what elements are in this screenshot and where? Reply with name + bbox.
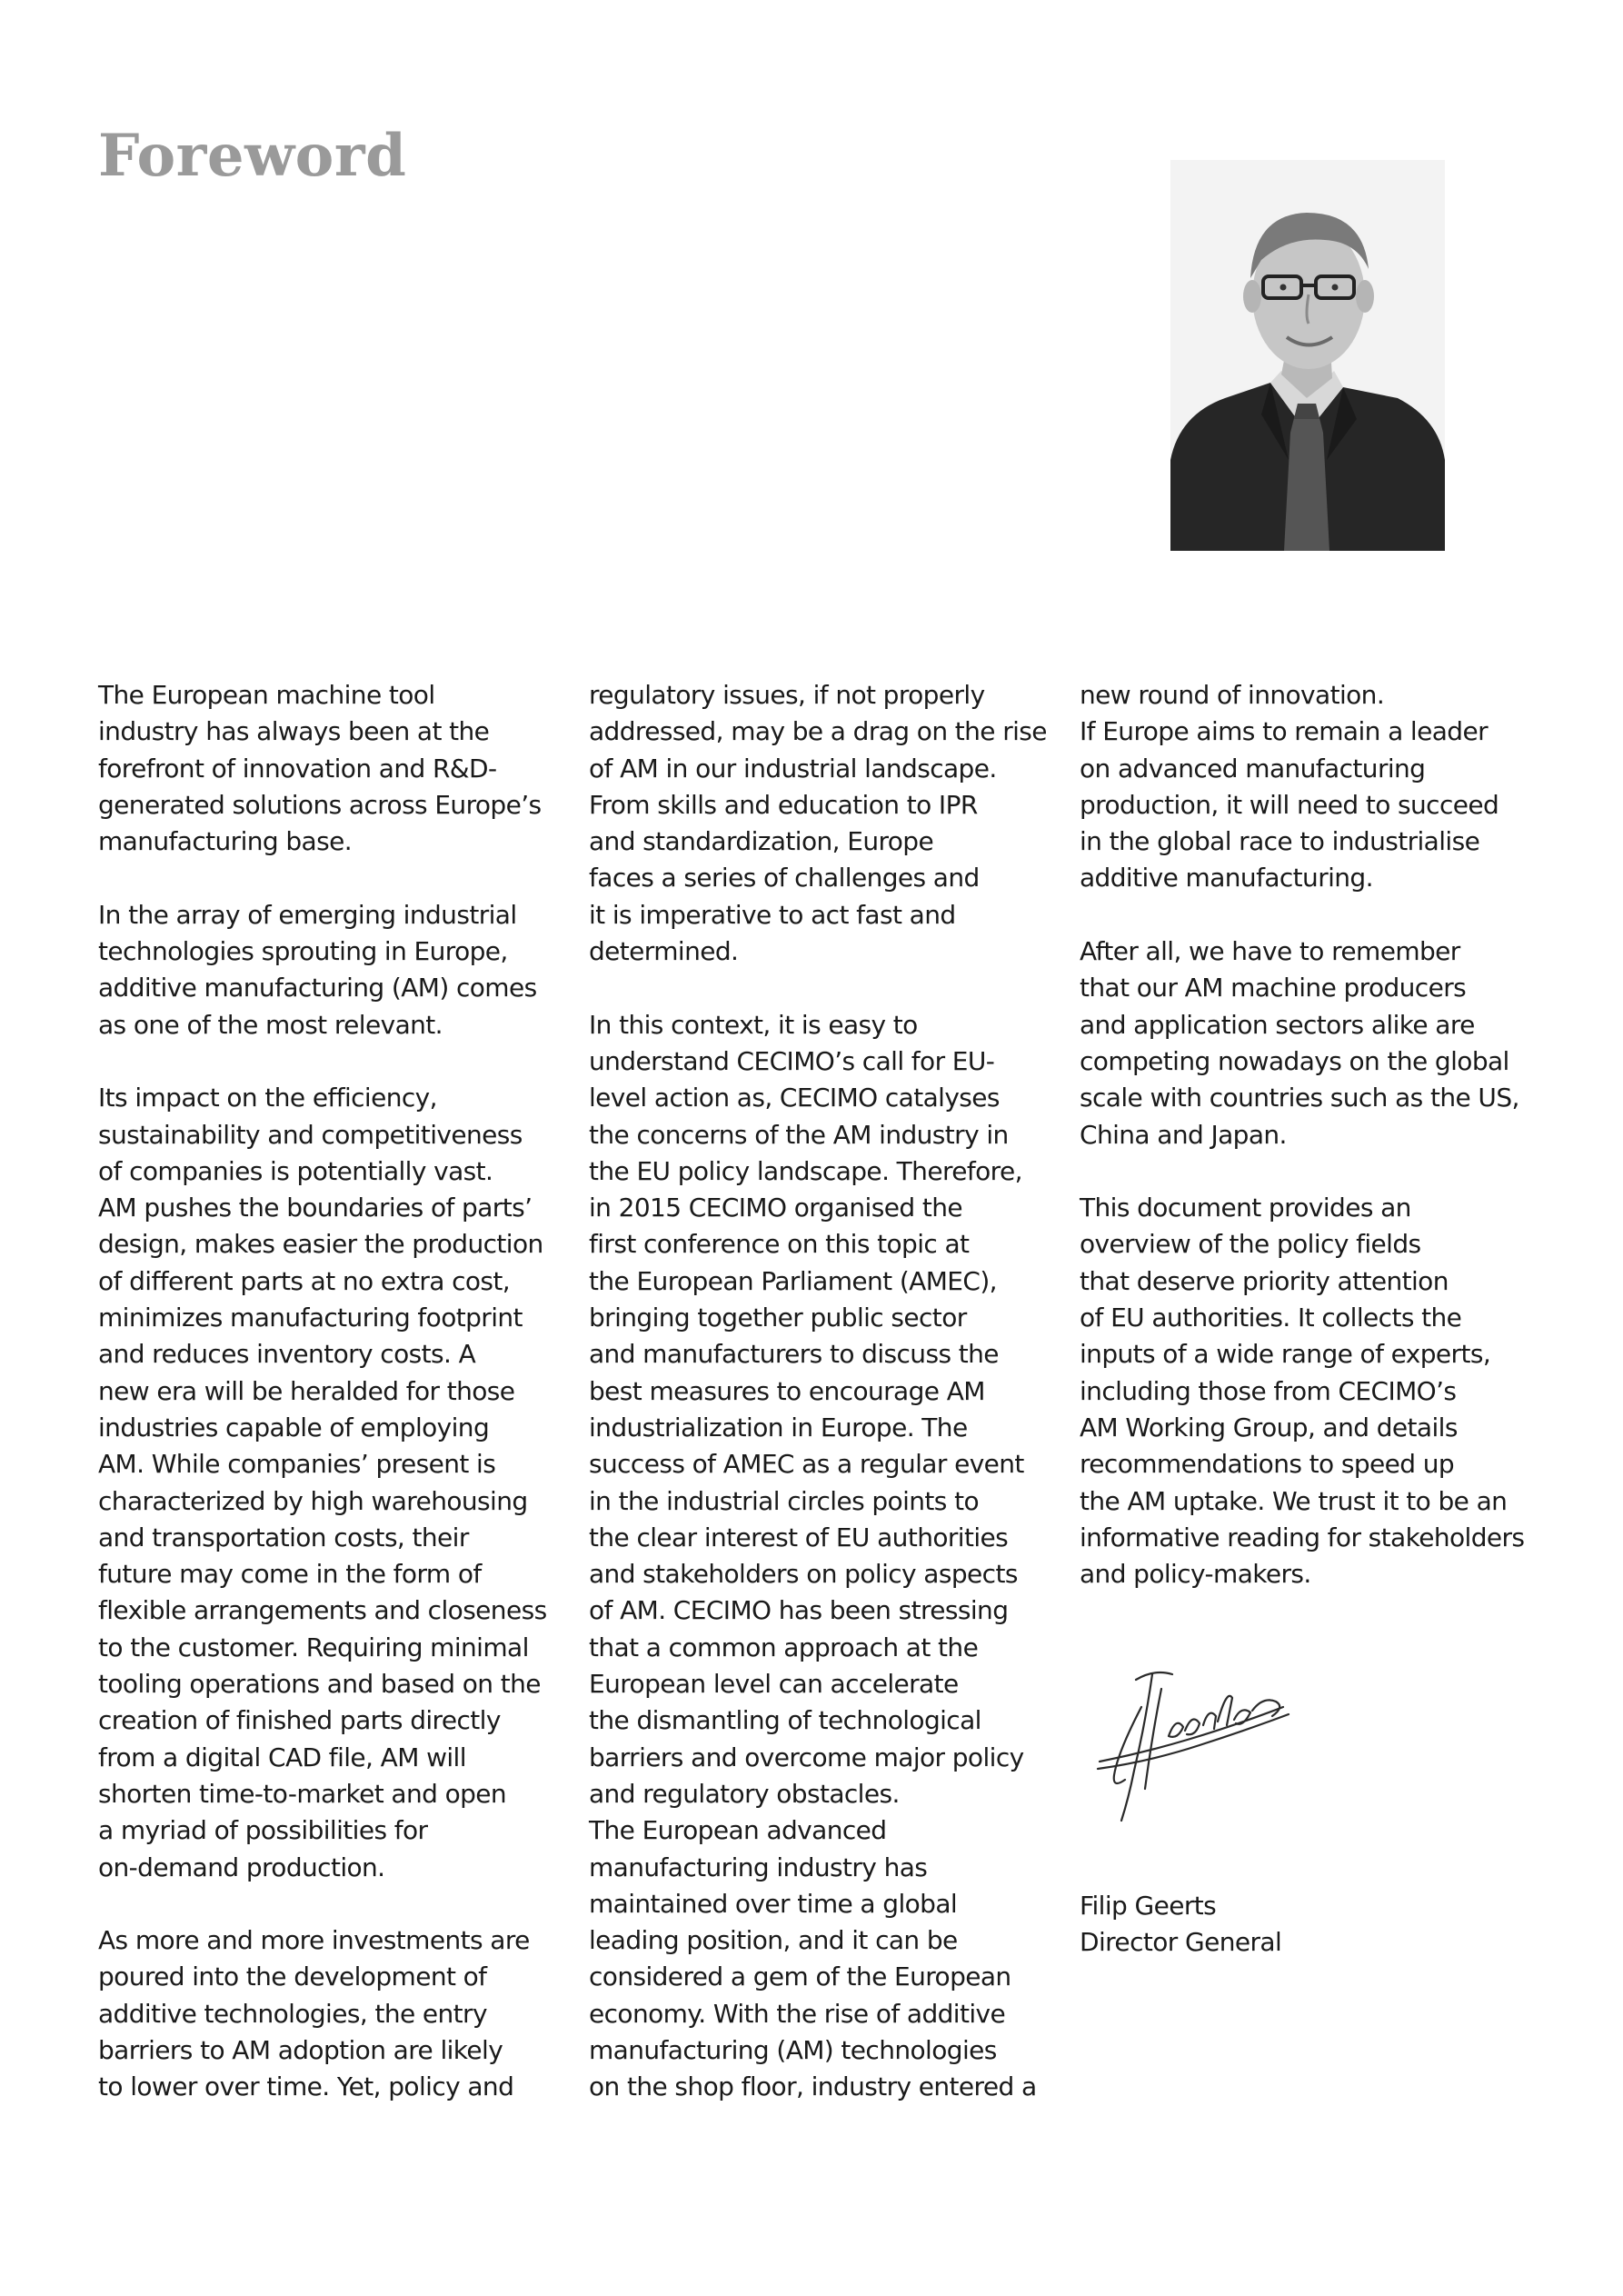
paragraph: The European machine tool industry has always been at the forefront of innovation and R&D- generated solutions across Europe’s manufacturing base.	[98, 680, 542, 857]
paragraph: Its impact on the efficiency, sustainability and competitiveness of companies is potentially vast. AM pushes the boundaries of parts’ design, makes easier the production of different parts at no extra cost, minimizes manufacturing footprint and reduces inventory costs. A new era will be heralded for those industries capable of employing AM. While companies’ present is characterized by high warehousing and transportation costs, their future may come in the form of flexible arrangements and closeness to the customer. Requiring minimal tooling operations and based on the creation of finished parts directly from a digital CAD file, AM will shorten time-to-market and open a myriad of possibilities for on-demand production.	[98, 1083, 547, 1882]
signatory-name: Filip Geerts	[1080, 1891, 1217, 1921]
paragraph: In the array of emerging industrial technologies sprouting in Europe, additive manufacturing (AM) comes as one of the most relevant.	[98, 899, 537, 1040]
signoff	[1080, 1888, 1534, 1962]
paragraph: new round of innovation. If Europe aims to remain a leader on advanced manufacturing production, it will need to succeed in the global race to industrialise additive manufacturing.	[1080, 680, 1499, 893]
paragraph: regulatory issues, if not properly addressed, may be a drag on the rise of AM in our industrial landscape. From skills and education to IPR and standardization, Europe faces a series of challenges and it is imperative to act fast and determined.	[589, 680, 1047, 967]
signatory-role: Director General	[1080, 1927, 1282, 1958]
column-3	[1080, 677, 1548, 1592]
portrait-photo	[1170, 160, 1445, 551]
column-1	[98, 677, 566, 2106]
signature	[1081, 1652, 1299, 1839]
page-title: Foreword	[98, 122, 407, 190]
signature-icon	[1081, 1652, 1299, 1839]
paragraph: As more and more investments are poured into the development of additive technologies, the entry barriers to AM adoption are likely to lower over time. Yet, policy and	[98, 1925, 530, 2102]
paragraph: In this context, it is easy to understand CECIMO’s call for EU- level action as, CECIMO catalyses the concerns of the AM industry in the EU policy landscape. Therefore, in 2015 CECIMO organised the first conference on this topic at the European Parliament (AMEC), bringing together public sector and manufacturers to discuss the best measures to encourage AM industrialization in Europe. The success of AMEC as a regular event in the industrial circles points to the clear interest of EU authorities and stakeholders on policy aspects of AM. CECIMO has been stressing that a common approach at the European level can accelerate the dismantling of technological barriers and overcome major policy and regulatory obstacles. The European advanced manufacturing industry has maintained over time a global leading position, and it can be considered a gem of the European economy. With the rise of additive manufacturing (AM) technologies on the shop floor, industry entered a	[589, 1009, 1037, 2102]
portrait-icon	[1170, 160, 1445, 551]
paragraph: After all, we have to remember that our AM machine producers and application sectors alike are competing nowadays on the global scale with countries such as the US, China and Japan.	[1080, 936, 1519, 1150]
column-2	[589, 677, 1057, 2106]
paragraph: This document provides an overview of the policy fields that deserve priority attention of EU authorities. It collects the inputs of a wide range of experts, including those from CECIMO’s AM Working Group, and details recommendations to speed up the AM uptake. We trust it to be an informative reading for stakeholders and policy-makers.	[1080, 1193, 1525, 1590]
